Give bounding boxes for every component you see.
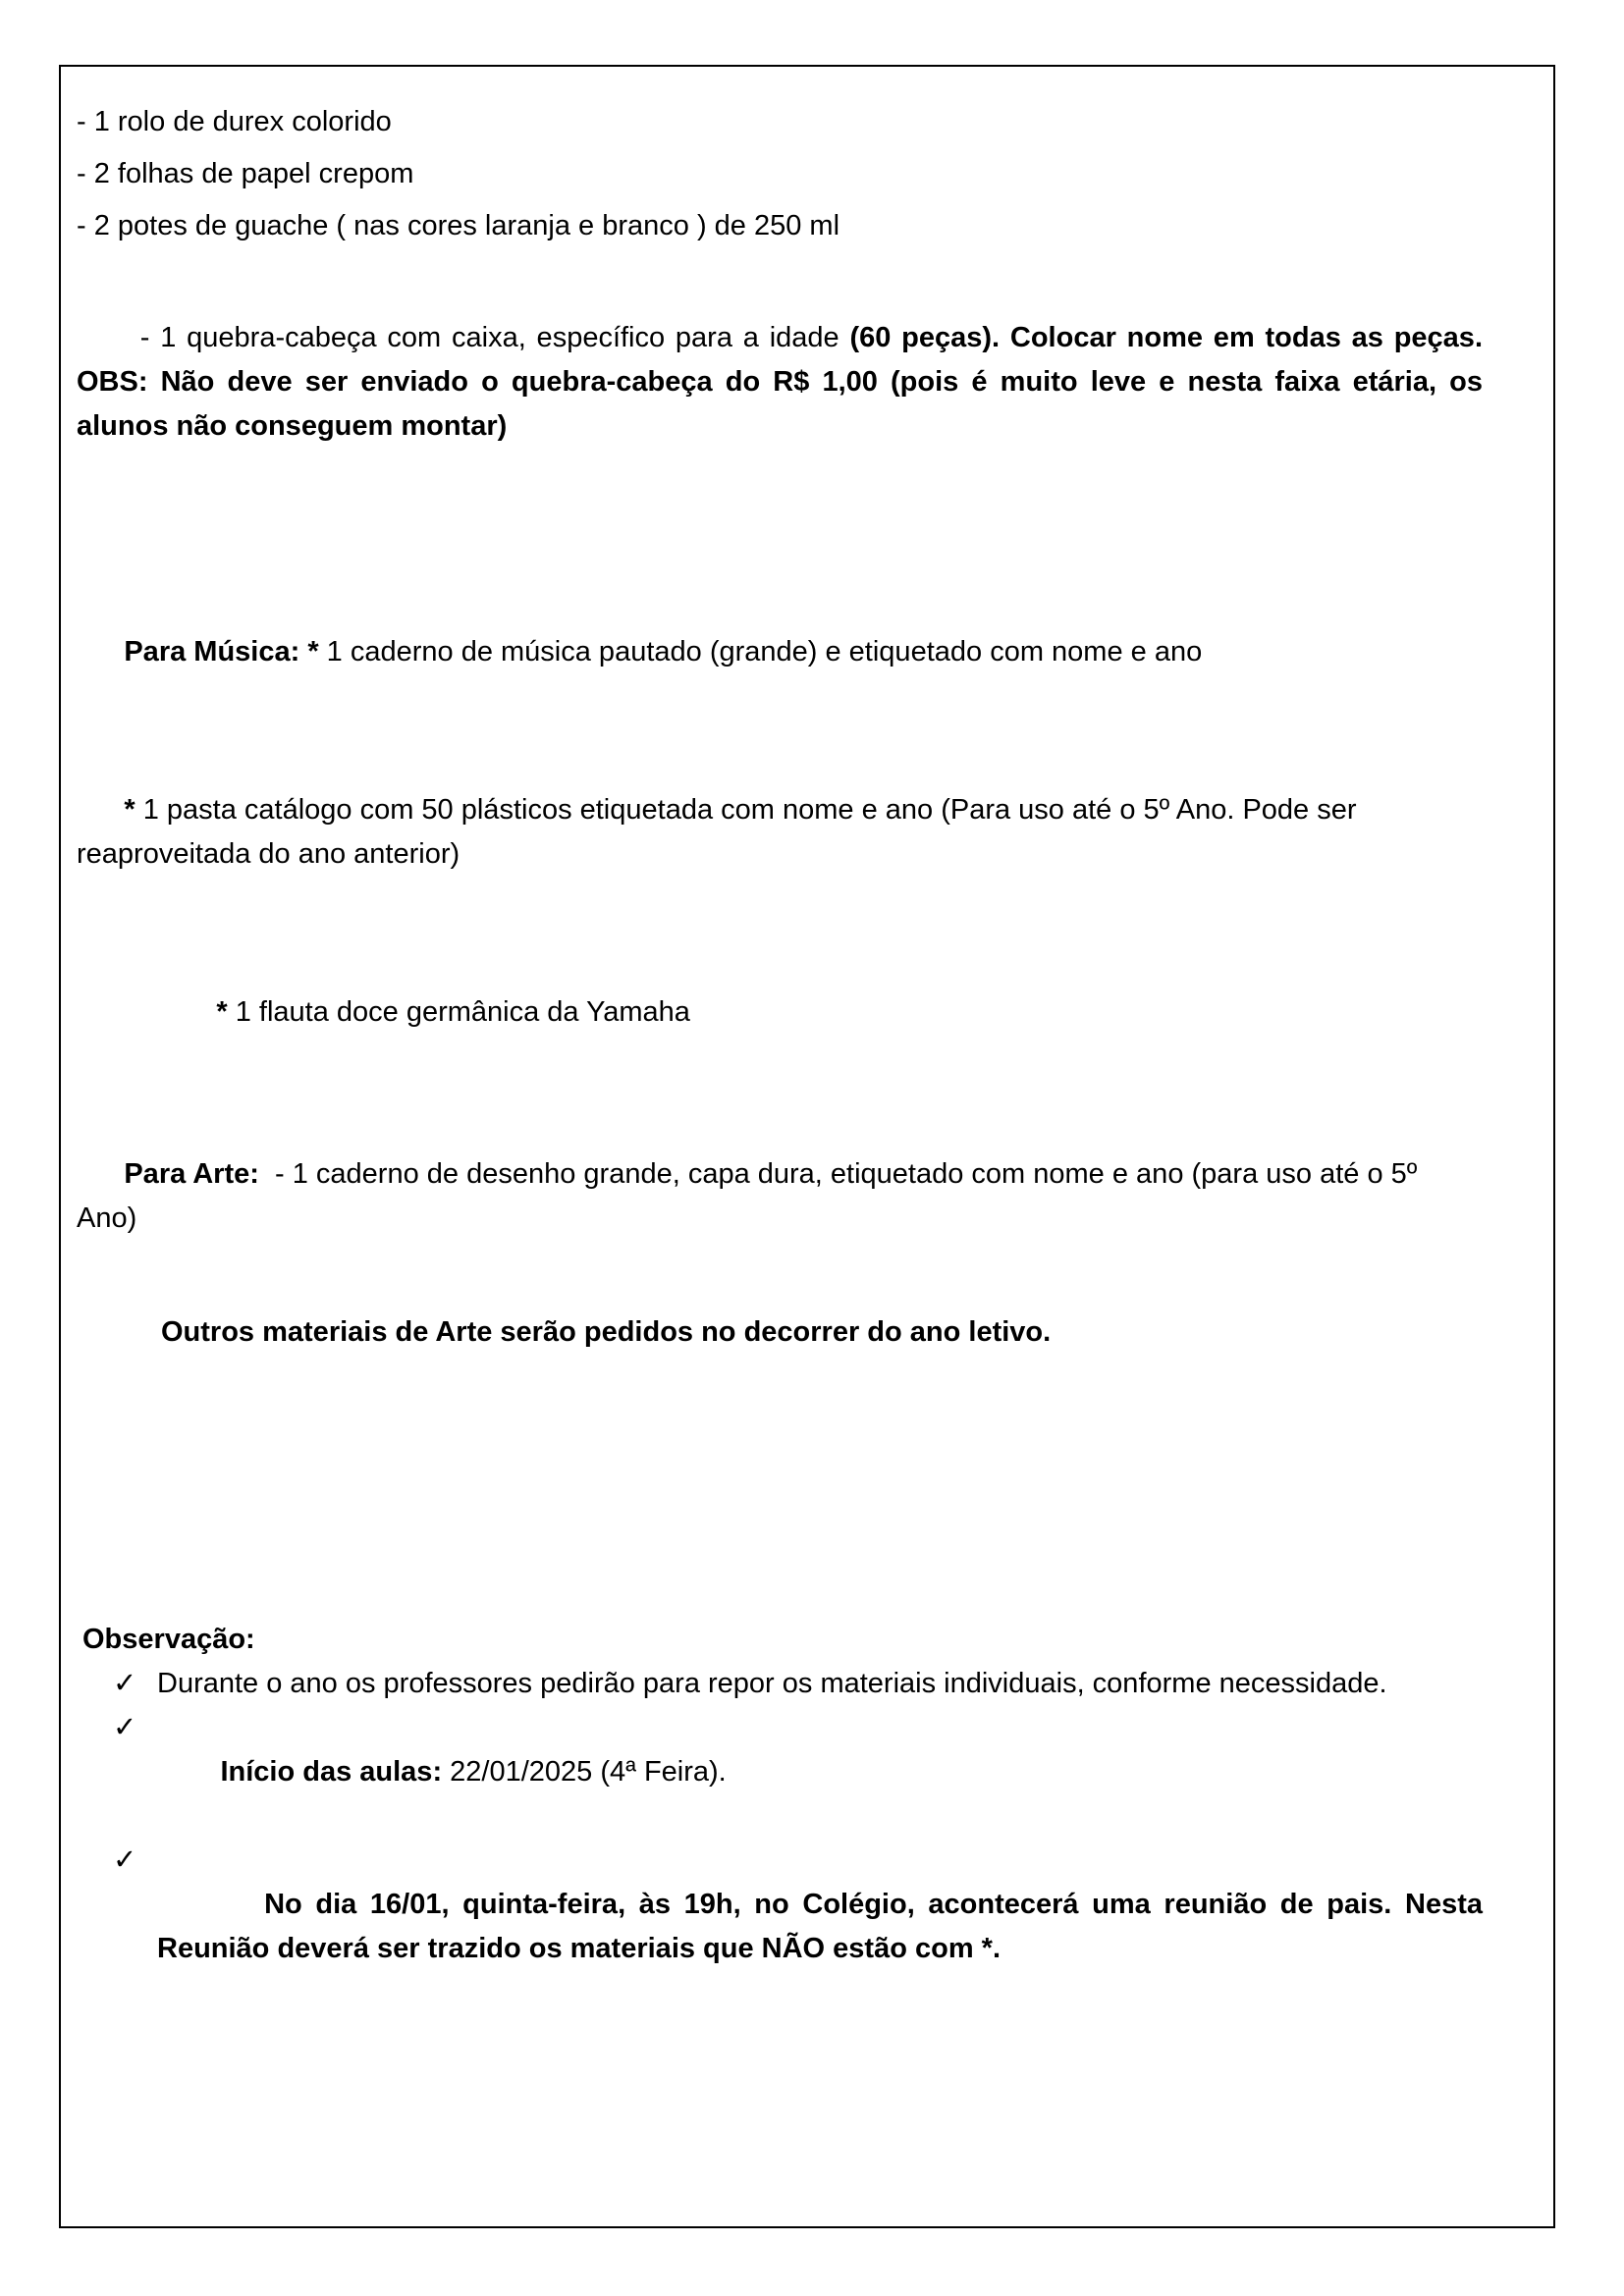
music-item-pasta-marker: *	[124, 794, 135, 826]
quebra-cabeca-text-bold: (60 peças). Colocar nome em todas as peças. OBS: Não deve ser enviado o quebra-cabeça do R$ 1,00 (pois é muito leve e nesta faixa etária, os alunos não conseguem montar)	[77, 322, 1491, 442]
music-item-pasta-text: 1 pasta catálogo com 50 plásticos etiquetada com nome e ano (Para uso até o 5º Ano. Pode ser reaproveitada do ano anterior)	[77, 794, 1365, 870]
observation-title: Observação:	[82, 1624, 255, 1655]
observation-bullet-inicio-aulas	[77, 1706, 1483, 1839]
quebra-cabeca-text-normal: - 1 quebra-cabeça com caixa, específico para a idade	[139, 322, 850, 353]
supply-item-quebra-cabeca	[77, 272, 1491, 493]
supply-item-durex: - 1 rolo de durex colorido	[77, 106, 392, 137]
checkmark-icon: ✓	[113, 1668, 137, 1699]
music-item-flauta	[77, 946, 1483, 1079]
observation-bullet-repor-materiais	[77, 1662, 1483, 1706]
music-item-caderno: 1 caderno de música pautado (grande) e etiquetado com nome e ano	[318, 636, 1203, 667]
music-item-flauta-marker: *	[216, 996, 228, 1028]
inicio-aulas-date: 22/01/2025 (4ª Feira).	[442, 1756, 727, 1788]
art-item-caderno-desenho: - 1 caderno de desenho grande, capa dura, etiquetado com nome e ano (para uso até o 5º Ano)	[77, 1158, 1424, 1234]
music-item-pasta-catalogo	[77, 744, 1483, 921]
observation-bullet-inicio-aulas-text	[157, 1706, 1483, 1839]
music-item-flauta-text: 1 flauta doce germânica da Yamaha	[227, 996, 690, 1028]
observation-bullet-reuniao-pais	[77, 1839, 1491, 2015]
music-section-label: Para Música: *	[124, 636, 319, 667]
art-section-note: Outros materiais de Arte serão pedidos no decorrer do ano letivo.	[161, 1316, 1052, 1348]
art-section-line	[77, 1108, 1483, 1285]
art-section-label: Para Arte:	[124, 1158, 259, 1190]
music-section-line	[77, 586, 1483, 719]
observation-bullet-reuniao-pais-text	[157, 1839, 1491, 2015]
checkmark-icon: ✓	[113, 1712, 137, 1743]
observation-bullet-repor-materiais-text: Durante o ano os professores pedirão para repor os materiais individuais, conforme necessidade.	[157, 1668, 1387, 1699]
reuniao-pais-bold-text: No dia 16/01, quinta-feira, às 19h, no Colégio, acontecerá uma reunião de pais. Nesta Reunião deverá ser trazido os materiais que NÃO estão com *.	[157, 1889, 1491, 1964]
document-border-frame	[59, 65, 1555, 2228]
inicio-aulas-label: Início das aulas:	[220, 1756, 443, 1788]
checkmark-icon: ✓	[113, 1844, 137, 1876]
supply-item-guache: - 2 potes de guache ( nas cores laranja e branco ) de 250 ml	[77, 210, 840, 241]
supply-item-papel-crepom: - 2 folhas de papel crepom	[77, 158, 414, 189]
